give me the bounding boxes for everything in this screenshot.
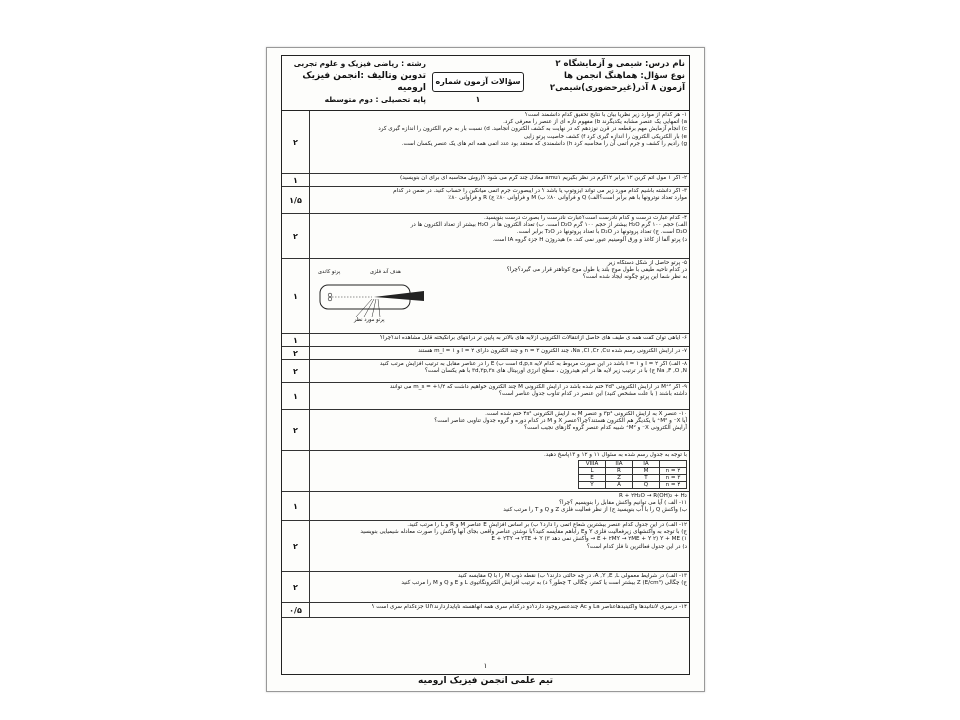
question-row xyxy=(282,383,689,410)
page-number: ۱ xyxy=(483,662,488,670)
periodic-table-excerpt xyxy=(578,460,687,489)
question-row xyxy=(282,214,689,259)
question-text xyxy=(311,411,687,433)
question-text xyxy=(311,175,687,182)
table-header-cell: VIIIA xyxy=(579,461,606,468)
question-row xyxy=(282,360,689,383)
header-right xyxy=(525,58,685,94)
question-line: آرایش الکترونی X⁻ و M²⁺ شبیه کدام عنصر گروه گازهای نجیب است؟ xyxy=(524,425,687,432)
grade-label: پایه تحصیلی : دوم متوسطه xyxy=(324,95,426,104)
question-line: ۴- کدام عبارت درست و کدام نادرست است؟عبارت نادرست را بصورت درست بنویسید. xyxy=(483,215,687,221)
header-left xyxy=(286,58,426,106)
exam-frame xyxy=(281,55,690,675)
table-header-cell xyxy=(660,461,687,468)
question-line: ۱۲- الف) در این جدول کدام عنصر بیشترین شعاع اتمی را دارد؟ ب) بر اساس افزایش E عناصر M و R و L را مرتب کنید. xyxy=(407,522,687,528)
score-cell: ۲ xyxy=(282,360,310,382)
field-label: رشته : ریاضی فیزیک و علوم تجربی xyxy=(293,59,426,68)
question-line: ۹- اگر M⁺² در آرایش الکترونی ۳d⁵ ختم شده باشد در آرایش الکترونی M چند الکترون خواهیم داشت که m_s = +۱/۲ می توانند xyxy=(389,384,687,390)
question-text xyxy=(311,215,687,244)
score-cell: ۲ xyxy=(282,214,310,258)
question-line: موارد تعداد نوترونها با هم برابر است؟الف) Q و فراوانی ۸۰٪ ب) M و فراوانی ۸۰٪ ج) R و فراوانی ۸۰٪ xyxy=(448,195,687,202)
question-line: د) در این جدول فعالترین نا فلز کدام است؟ xyxy=(586,543,687,550)
question-line: ۲- اگر ۱ مول اتم کربن ۱۲ برابر ۱۲گرم در نظر بگیریم amu۱ معادل چند گرم می شود ؟(روش محاسبه ای برای آن بنویسید) xyxy=(400,175,687,181)
question-line: ۱۴- درسری لانتانیدها واکتینیدهاعناصر La و Ac چندعنصروجود دارد؟دو درکدام سری همه آنهاهسته ناپایداردارند؟اU جزءکدام سری است ؟ xyxy=(371,604,687,610)
score-cell: ۱ xyxy=(282,383,310,409)
table-cell: T xyxy=(633,475,660,482)
question-line: ۱- هر کدام از موارد زیر نظریا بیان با نتایج تحقیق کدام دانشمند است؟ xyxy=(524,112,687,118)
question-line: g) رادیم را کشف و جرم اتمی آن را محاسبه کرد h) دانشمندی که معتقد بود عدد اتمی همه اتم های یک عنصر یکسان است. xyxy=(401,140,687,147)
question-text xyxy=(311,112,687,148)
score-cell: ۰/۵ xyxy=(282,603,310,617)
question-row xyxy=(282,521,689,572)
question-text xyxy=(311,493,687,515)
score-cell: ۲ xyxy=(282,410,310,450)
question-line: c) انجام آزمایش مهم برقطعه در قرن نوزدهم که در نهایت به کشف الکترون انجامید. d) نسبت بار به جرم الکترون را اندازه گیری کرد xyxy=(378,126,687,133)
table-cell: n = ۲ xyxy=(660,468,687,475)
question-line: د) پرتو آلفا از کاغذ و ورق آلومینیم عبور نمی کند. ه) هیدروژن H جزء گروه IA است. xyxy=(492,236,687,243)
question-line: در کدام ناحیه طیفی با طول موج بلند یا طول موج کوتاهتر قرار می گیرد؟چرا؟ xyxy=(506,267,687,274)
question-row xyxy=(282,572,689,603)
score-cell: ۲ xyxy=(282,521,310,571)
exam-number-box: سؤالات آزمون شماره ۱ xyxy=(432,72,524,92)
question-text xyxy=(311,335,687,342)
question-text xyxy=(311,452,687,489)
question-row xyxy=(282,347,689,360)
score-cell xyxy=(282,451,310,491)
score-cell: ۱ xyxy=(282,492,310,520)
target-label: هدف آند فلزی xyxy=(370,269,401,275)
course-title: نام درس: شیمی و آزمایشگاه ۲ xyxy=(555,59,685,69)
question-line: با توجه به جدول رسم شده به سئوال ۱۱ و ۱۲ و ۱۳پاسخ دهید. xyxy=(544,452,687,458)
question-line: آیا X⁻ و M²⁺ با یکدیگر هم الکترون هستند؟چرا؟عنصر X و M در کدام دوره و گروه جدول تناوبی عناصر است؟ xyxy=(434,418,687,425)
cathode-label: پرتو کاتدی xyxy=(318,269,341,275)
question-line: ۱) E + ۲MY → ۲ME + Y ۲) Y + ME → واکنش نمی دهد ۳) E + ۲TY → ۲TE + Y xyxy=(491,536,687,543)
question-line: ۸- الف) اگر l = ۲ و l = ۱ باشد در این صورت مربوط به کدام لایه d,p,s است ب) E را در عناصر مقابل به ترتیب افزایش مرتب کنید xyxy=(379,361,687,367)
question-line: الف) حجم ۱۰۰ گرم H₂O بیشتر از حجم ۱۰۰ گرم D₂O است. ب) تعداد الکترون ها در H₂O بیشتر از تعداد الکترون ها در xyxy=(410,222,687,229)
question-text xyxy=(311,361,687,375)
table-cell: Y xyxy=(579,482,606,489)
question-text xyxy=(311,384,687,398)
question-line: ج) چگالی Z (E/cm³) بیشتر است یا کمتر، چگالی T چطور؟ د) به ترتیب افزایش الکترونگاتیوی L و E و Q و M را مرتب کنید xyxy=(401,580,687,587)
exam-paper xyxy=(266,47,705,692)
question-line: ب) واکنش Q را با آب بنویسید ج) از نظر فعالیت فلزی Z و Q و T را مرتب کنید xyxy=(503,507,687,514)
table-cell: Q xyxy=(633,482,660,489)
exam-title: آزمون ۸ آذر(غیرحضوری)شیمی۲ xyxy=(549,83,685,93)
question-row xyxy=(282,259,689,334)
score-cell: ۱ xyxy=(282,174,310,186)
question-line: داشته باشند ( با علت مشخص کنید) این عنصر در کدام تناوب جدول عناصر است؟ xyxy=(498,391,687,398)
score-cell: ۲ xyxy=(282,111,310,173)
table-cell: L xyxy=(579,468,606,475)
question-line: e) بار الکتریکی الکترون را اندازه گیری کرد f) کشف خاصیت پرتو زایی xyxy=(523,133,687,140)
question-line: ۶- آیاهی توان گفت همه ی طیف های حاصل ازانتقالات الکترونی ازلایه های بالاتر به پایین تر درانتهای برانگیخته قابل مشاهده اند؟چرا؟ xyxy=(380,335,687,341)
question-line: a) اتمهایی یک عنصر مشابه یکدیگرند b) مفهوم تازه ای از عنصر را معرفی کرد. xyxy=(503,119,687,126)
table-cell: M xyxy=(633,468,660,475)
author-label: تدوین وتالیف :انجمن فیزیک ارومیه xyxy=(302,71,426,93)
score-cell: ۱ xyxy=(282,259,310,333)
question-row xyxy=(282,492,689,521)
question-line: به نظر شما این پرتو چگونه ایجاد شده است؟ xyxy=(582,274,687,281)
question-row xyxy=(282,187,689,214)
question-row xyxy=(282,603,689,618)
table-header-cell: IIA xyxy=(606,461,633,468)
question-line: Na ,F ,O ,N ج) با در ترتیب زیر لایه ها در اتم هیدروژن ، سطح انرژی اوربیتال های ۳d,۳p,۳s با هم یکسان است؟ xyxy=(424,368,687,375)
question-line: D₂O است. ج) تعداد پروتونها در D₂O با تعداد پروتونها در T₂O برابر است. xyxy=(516,229,687,236)
question-text xyxy=(311,522,687,551)
question-rows xyxy=(282,111,689,618)
question-text xyxy=(311,348,687,355)
question-line: ۱۰- عنصر X به آرایش الکترونی ۳p⁴ و عنصر M به آرایش الکترونی ۴s² ختم شده است. xyxy=(485,411,687,417)
footer-team: تیم علمی انجمن فیزیک ارومیه xyxy=(417,676,553,686)
table-cell: Z xyxy=(606,475,633,482)
question-line: ۱۱- الف ) آیا می توانیم واکنش مقابل را بنویسیم ؟چرا؟ xyxy=(559,500,687,507)
question-type: نوع سؤال: هماهنگ انجمن ها xyxy=(563,71,685,81)
question-row xyxy=(282,111,689,174)
table-cell: R xyxy=(606,468,633,475)
exam-header xyxy=(282,56,689,111)
question-text xyxy=(311,573,687,587)
xray-label: پرتو مورد نظر xyxy=(354,317,385,323)
score-cell: ۱ xyxy=(282,334,310,346)
score-cell: ۱/۵ xyxy=(282,187,310,213)
question-row xyxy=(282,451,689,492)
table-cell: E xyxy=(579,475,606,482)
table-cell: A xyxy=(606,482,633,489)
question-row xyxy=(282,334,689,347)
question-line: ۷- در آرایش الکترونی رسم شده Na ,Cl ,Cr ,Cu، چند الکترون n = ۳ و چند الکترون دارای l = ۲ و m_l = ۱ هستند xyxy=(418,348,687,354)
question-row xyxy=(282,174,689,187)
table-cell: n = ۴ xyxy=(660,482,687,489)
xray-tube-diagram xyxy=(314,267,434,325)
question-line: ۳- اگر دانشته باشیم کدام مورد زیر می تواند ایزوتوپ یا باشد ؟ در ایبصورت جرم اتمی میانگین را حساب کنید. در ضمن در کدام xyxy=(393,188,687,194)
question-line: ج) با توجه به واکنشهای زیرفعالیت فلزی Y وE راباهم مقایسه کنید؟با نوشتن عناصر واقعی بجای آنها واکنش را صورت معادله شیمیایی بنویسید xyxy=(360,529,687,536)
score-cell: ۲ xyxy=(282,347,310,359)
question-row xyxy=(282,410,689,451)
question-line: R + ۲H₂O → R(OH)₂ + H₂ xyxy=(618,493,687,499)
table-cell: n = ۳ xyxy=(660,475,687,482)
question-text xyxy=(311,604,687,611)
score-cell: ۲ xyxy=(282,572,310,602)
question-text xyxy=(311,188,687,202)
table-header-cell: IA xyxy=(633,461,660,468)
question-line: ۵- پرتو حاصل از شکل دستگاه زیر xyxy=(607,260,687,266)
question-line: ۱۳- الف) در شرایط معمولی A ,Y ,E ,L، در چه حالتی دارند؟ ب) نقطه ذوب M را با Q مقایسه کنید xyxy=(457,573,687,579)
